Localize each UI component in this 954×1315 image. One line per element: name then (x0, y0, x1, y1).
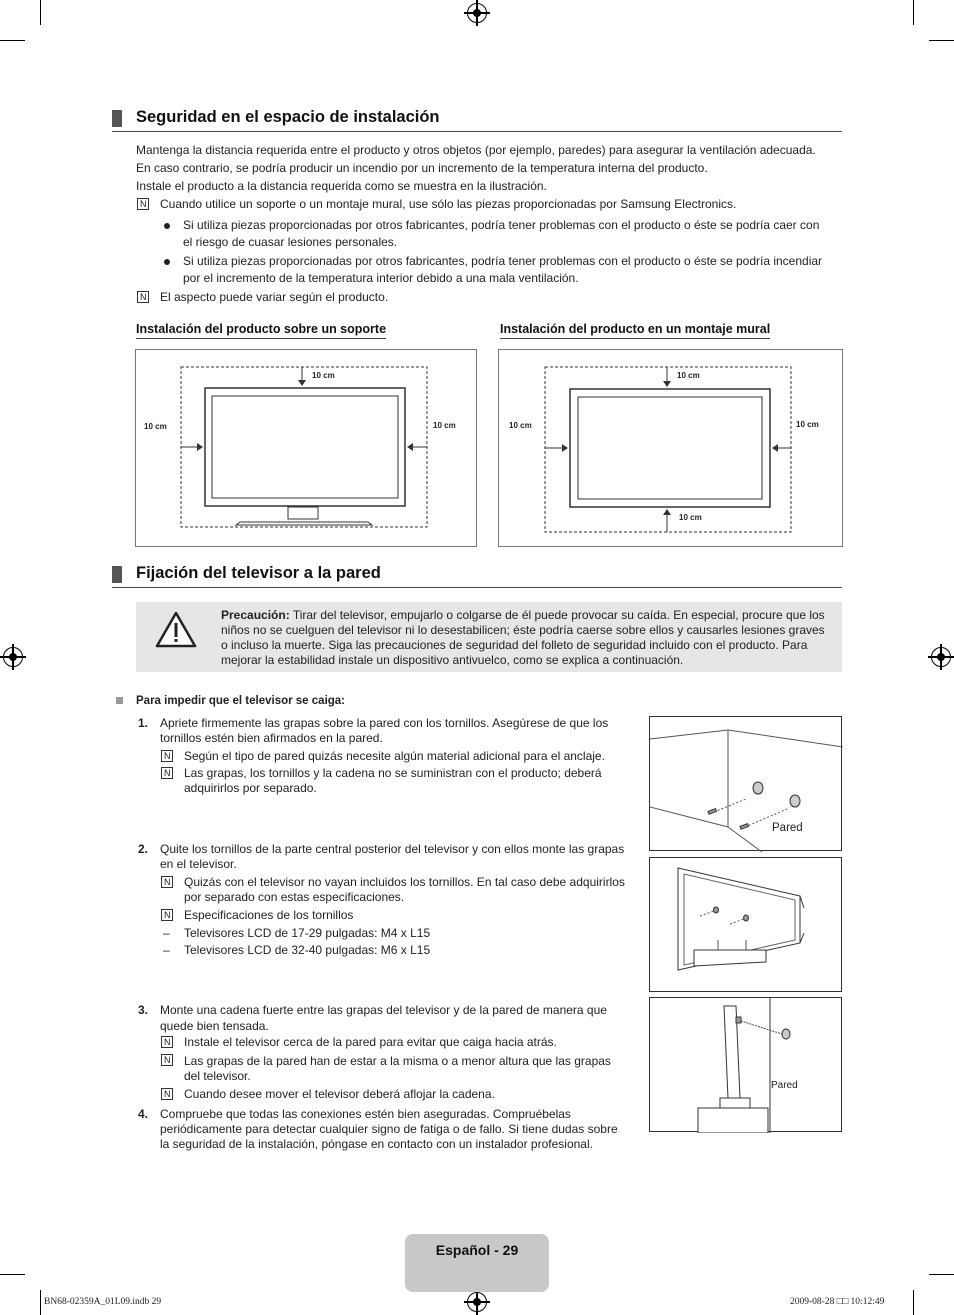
caution-label: Precaución: (221, 608, 290, 622)
note-icon (161, 1036, 173, 1048)
crop-mark (929, 1274, 954, 1275)
crop-mark (913, 1290, 914, 1315)
section-bar (112, 566, 122, 583)
bullet-text: Si utiliza piezas proporcionadas por otros fabricantes, podría tener problemas con el producto o éste se podría caer con (183, 218, 820, 232)
dash-marker: – (163, 943, 170, 957)
note-text: del televisor. (184, 1069, 251, 1083)
crop-mark (0, 40, 25, 41)
step-number: 1. (138, 716, 149, 730)
note-text: Según el tipo de pared quizás necesite algún material adicional para el anclaje. (184, 749, 605, 763)
dash-marker: – (163, 926, 170, 940)
distance-label-left: 10 cm (144, 422, 167, 431)
note-text: Las grapas de la pared han de estar a la misma o a menor altura que las grapas (184, 1054, 611, 1068)
step-text: Monte una cadena fuerte entre las grapas del televisor y de la pared de manera que (160, 1003, 607, 1017)
note-icon (137, 291, 149, 303)
distance-label-right: 10 cm (796, 420, 819, 429)
bullet-text: el riesgo de cuasar lesiones personales. (183, 235, 398, 249)
step-text: tornillos estén bien afirmados en la pared. (160, 731, 383, 745)
caution-line: niños no se cuelguen del televisor ni lo desestabilicen; éste podría caerse sobre ellos y causarles lesiones graves (221, 623, 825, 637)
tv-side-chain-drawing (650, 998, 843, 1133)
crop-mark (40, 0, 41, 25)
note-text: por separado con estas especificaciones. (184, 890, 405, 904)
note-icon (137, 198, 149, 210)
note-icon (161, 1088, 173, 1100)
crop-mark (0, 1274, 25, 1275)
section-header-safety (112, 108, 842, 132)
distance-label-top: 10 cm (312, 371, 335, 380)
caution-box (136, 602, 842, 672)
crop-mark (40, 1290, 41, 1315)
step-text: Apriete firmemente las grapas sobre la pared con los tornillos. Asegúrese de que los (160, 716, 609, 730)
step-number: 2. (138, 842, 149, 856)
caution-line: mejorar la estabilidad instale un dispositivo antivuelco, como se explica a continuación. (221, 653, 684, 667)
step-text: la seguridad de la instalación, póngase en contacto con un instalador profesional. (160, 1137, 593, 1151)
note-icon (161, 876, 173, 888)
wall-corner-drawing (650, 717, 843, 852)
distance-label-left: 10 cm (509, 421, 532, 430)
step-text: quede bien tensada. (160, 1019, 269, 1033)
bullet-icon (164, 259, 170, 265)
square-bullet-icon (116, 697, 123, 704)
step-number: 3. (138, 1003, 149, 1017)
print-slug-left: BN68-02359A_01L09.indb 29 (44, 1297, 162, 1307)
stand-diagram (135, 349, 477, 547)
distance-label-right: 10 cm (433, 421, 456, 430)
step-number: 4. (138, 1107, 149, 1121)
wall-diagram-drawing (499, 350, 844, 548)
page-number-tab (405, 1234, 549, 1292)
note-text: Especificaciones de los tornillos (184, 908, 354, 922)
note-icon (161, 767, 173, 779)
caution-text: Tirar del televisor, empujarlo o colgarse de él puede provocar su caída. En especial, procure que los (289, 608, 825, 622)
registration-mark-icon (3, 647, 23, 667)
step-text: Quite los tornillos de la parte central posterior del televisor y con ellos monte las grapas (160, 842, 625, 856)
section-bar (112, 110, 122, 127)
caution-line: o incluso la muerte. Siga las precauciones de seguridad del folleto de seguridad incluido con el producto. Para (221, 638, 808, 652)
note-icon (161, 909, 173, 921)
wall-brackets-illustration (649, 716, 842, 851)
distance-label-top: 10 cm (677, 371, 700, 380)
note-text: adquirirlos por separado. (184, 781, 317, 795)
note-icon (161, 1054, 173, 1066)
registration-mark-icon (467, 1292, 487, 1312)
distance-label-bottom: 10 cm (679, 513, 702, 522)
spec-text: Televisores LCD de 17-29 pulgadas: M4 x L15 (184, 926, 431, 940)
page-number: Español - 29 (435, 1242, 519, 1258)
registration-mark-icon (467, 3, 487, 23)
tv-back-drawing (650, 858, 843, 993)
chain-illustration (649, 997, 842, 1132)
warning-triangle-icon (154, 610, 198, 650)
bullet-text: Si utiliza piezas proporcionadas por otros fabricantes, podría tener problemas con el producto o éste se podría incendiar (183, 254, 823, 268)
step-text: Compruebe que todas las conexiones estén bien aseguradas. Compruébelas (160, 1107, 571, 1121)
wall-label: Pared (772, 822, 803, 834)
note-text: El aspecto puede variar según el producto. (160, 290, 389, 304)
step-text: periódicamente para detectar cualquier signo de fatiga o de fallo. Si tiene dudas sobre (160, 1122, 618, 1136)
note-text: Instale el televisor cerca de la pared para evitar que caiga hacia atrás. (184, 1035, 557, 1049)
note-text: Cuando utilice un soporte o un montaje mural, use sólo las piezas proporcionadas por Samsung Electronics. (160, 197, 737, 211)
section-title: Fijación del televisor a la pared (136, 564, 381, 582)
wall-diagram (498, 349, 843, 547)
spec-text: Televisores LCD de 32-40 pulgadas: M6 x L15 (184, 943, 431, 957)
print-slug-right: 2009-08-28 □□ 10:12:49 (790, 1297, 885, 1307)
note-icon (161, 750, 173, 762)
step-text: en el televisor. (160, 857, 237, 871)
paragraph: Instale el producto a la distancia requerida como se muestra en la ilustración. (136, 179, 547, 193)
stand-diagram-title: Instalación del producto sobre un soporte (136, 322, 386, 339)
wall-diagram-title: Instalación del producto en un montaje mural (500, 322, 770, 339)
note-text: Cuando desee mover el televisor deberá aflojar la cadena. (184, 1087, 495, 1101)
paragraph: Mantenga la distancia requerida entre el producto y otros objetos (por ejemplo, paredes) para asegurar la ventilación adecuada. (136, 143, 816, 157)
crop-mark (913, 0, 914, 25)
paragraph: En caso contrario, se podría producir un incendio por un incremento de la temperatura interna del producto. (136, 161, 708, 175)
wall-label: Pared (771, 1080, 798, 1091)
section-title: Seguridad en el espacio de instalación (136, 108, 440, 126)
stand-diagram-drawing (136, 350, 478, 548)
crop-mark (929, 40, 954, 41)
note-text: Quizás con el televisor no vayan incluidos los tornillos. En tal caso debe adquirirlos (184, 875, 625, 889)
registration-mark-icon (931, 647, 951, 667)
tv-back-illustration (649, 857, 842, 992)
note-text: Las grapas, los tornillos y la cadena no se suministran con el producto; deberá (184, 766, 602, 780)
steps-subheading: Para impedir que el televisor se caiga: (136, 695, 346, 707)
caution-line (221, 608, 825, 623)
section-header-wall-mount (112, 564, 842, 588)
bullet-text: por el incremento de la temperatura interior debido a una mala ventilación. (183, 271, 579, 285)
bullet-icon (164, 223, 170, 229)
